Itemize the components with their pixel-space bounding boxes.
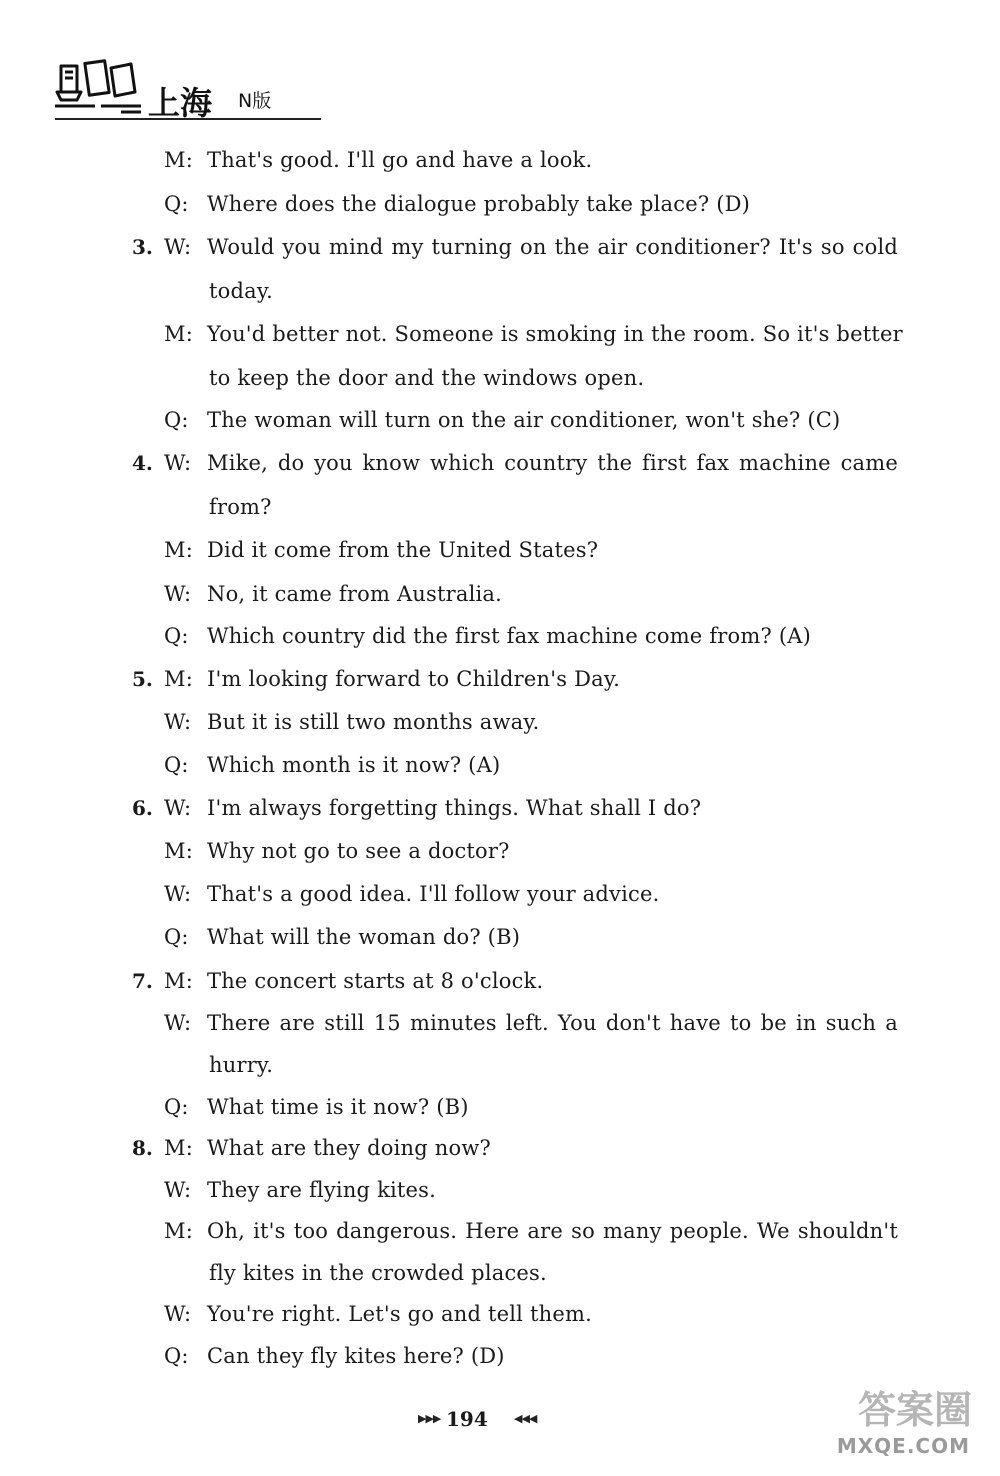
speaker-colon: : — [183, 1302, 192, 1326]
dialogue-text: That's a good idea. I'll follow your advice. — [207, 882, 660, 906]
speaker-colon: : — [183, 235, 192, 259]
dialogue-text: Why not go to see a doctor? — [207, 839, 510, 863]
speaker-letter: M — [164, 839, 186, 863]
speaker-label — [164, 794, 191, 822]
speaker-letter: W — [164, 235, 184, 259]
dialogue-text: today. — [209, 279, 273, 303]
speaker-colon: : — [185, 538, 193, 562]
speaker-letter: W — [164, 451, 184, 475]
speaker-letter: Q — [164, 408, 182, 432]
left-arrows-icon: ▶▶▶ — [418, 1412, 441, 1425]
dialogue-text: They are flying kites. — [207, 1178, 437, 1202]
dialogue-text: What time is it now? (B) — [207, 1095, 469, 1119]
speaker-letter: Q — [164, 1095, 182, 1119]
question-number: 6. — [132, 796, 153, 820]
speaker-letter: M — [164, 322, 186, 346]
speaker-letter: Q — [164, 925, 182, 949]
speaker-label — [164, 320, 193, 348]
dialogue-text: Where does the dialogue probably take place? (D) — [207, 192, 751, 216]
right-arrows-icon: ◀◀◀ — [514, 1412, 537, 1425]
speaker-label — [164, 837, 193, 865]
dialogue-text: The concert starts at 8 o'clock. — [207, 969, 544, 993]
dialogue-text: You'd better not. Someone is smoking in the room. So it's better — [207, 322, 903, 346]
dialogue-text: fly kites in the crowded places. — [209, 1261, 547, 1285]
speaker-colon: : — [181, 624, 189, 648]
speaker-colon: : — [183, 582, 192, 606]
speaker-letter: W — [164, 582, 184, 606]
speaker-label — [164, 146, 193, 174]
speaker-letter: Q — [164, 624, 182, 648]
dialogue-text: I'm always forgetting things. What shall I do? — [207, 796, 702, 820]
speaker-letter: M — [164, 538, 186, 562]
speaker-label — [164, 190, 189, 218]
dialogue-text: Did it come from the United States? — [207, 538, 599, 562]
dialogue-text: What will the woman do? (B) — [207, 925, 521, 949]
dialogue-text: No, it came from Australia. — [207, 582, 503, 606]
speaker-colon: : — [181, 925, 189, 949]
page-number: 194 — [446, 1407, 488, 1431]
dialogue-text: I'm looking forward to Children's Day. — [207, 667, 620, 691]
speaker-colon: : — [185, 148, 193, 172]
question-number: 3. — [132, 235, 153, 259]
speaker-letter: M — [164, 969, 186, 993]
speaker-colon: : — [183, 451, 192, 475]
speaker-colon: : — [183, 710, 192, 734]
speaker-label — [164, 622, 189, 650]
speaker-colon: : — [185, 322, 193, 346]
watermark-site: MXQE.COM — [836, 1434, 970, 1458]
dialogue-text: Which month is it now? (A) — [207, 753, 501, 777]
speaker-label — [164, 1009, 191, 1037]
speaker-label — [164, 708, 191, 736]
speaker-label — [164, 751, 189, 779]
speaker-label — [164, 406, 189, 434]
dialogue-text: That's good. I'll go and have a look. — [207, 148, 593, 172]
speaker-label — [164, 1176, 191, 1204]
speaker-colon: : — [185, 667, 193, 691]
speaker-colon: : — [181, 192, 189, 216]
speaker-letter: W — [164, 796, 184, 820]
speaker-colon: : — [185, 1219, 193, 1243]
speaker-label — [164, 665, 193, 693]
header-divider — [55, 118, 321, 120]
dialogue-text: Which country did the first fax machine come from? (A) — [207, 624, 811, 648]
speaker-colon: : — [183, 1178, 192, 1202]
dialogue-text: But it is still two months away. — [207, 710, 540, 734]
speaker-colon: : — [185, 1136, 193, 1160]
speaker-letter: Q — [164, 192, 182, 216]
speaker-letter: M — [164, 1136, 186, 1160]
dialogue-text: Oh, it's too dangerous. Here are so many people. We shouldn't — [207, 1219, 898, 1243]
edition-label: N版 — [238, 90, 272, 112]
dialogue-text: There are still 15 minutes left. You don't have to be in such a — [207, 1011, 898, 1035]
speaker-colon: : — [185, 839, 193, 863]
speaker-colon: : — [183, 882, 192, 906]
dialogue-text: to keep the door and the windows open. — [209, 366, 645, 390]
book-logo-icon — [55, 58, 145, 120]
speaker-label — [164, 1300, 191, 1328]
speaker-colon: : — [185, 969, 193, 993]
speaker-colon: : — [183, 1011, 192, 1035]
speaker-label — [164, 233, 191, 261]
speaker-letter: M — [164, 1219, 186, 1243]
speaker-label — [164, 536, 193, 564]
speaker-letter: W — [164, 1011, 184, 1035]
dialogue-text: The woman will turn on the air conditioner, won't she? (C) — [207, 408, 841, 432]
speaker-label — [164, 449, 191, 477]
speaker-label — [164, 580, 191, 608]
speaker-letter: M — [164, 667, 186, 691]
speaker-colon: : — [181, 1344, 189, 1368]
speaker-letter: Q — [164, 753, 182, 777]
speaker-label — [164, 1342, 189, 1370]
dialogue-text: What are they doing now? — [207, 1136, 491, 1160]
question-number: 5. — [132, 667, 153, 691]
dialogue-text: Would you mind my turning on the air conditioner? It's so cold — [207, 235, 898, 259]
speaker-colon: : — [181, 408, 189, 432]
speaker-letter: W — [164, 1178, 184, 1202]
speaker-letter: W — [164, 1302, 184, 1326]
speaker-colon: : — [183, 796, 192, 820]
speaker-letter: W — [164, 882, 184, 906]
dialogue-text: from? — [209, 495, 272, 519]
dialogue-text: Mike, do you know which country the first fax machine came — [207, 451, 898, 475]
speaker-label — [164, 923, 189, 951]
speaker-label — [164, 1217, 193, 1245]
speaker-colon: : — [181, 1095, 189, 1119]
question-number: 7. — [132, 969, 153, 993]
dialogue-text: You're right. Let's go and tell them. — [207, 1302, 592, 1326]
speaker-label — [164, 1093, 189, 1121]
question-number: 4. — [132, 451, 153, 475]
watermark-logo: 答案圈 — [857, 1388, 972, 1432]
speaker-label — [164, 1134, 193, 1162]
speaker-letter: Q — [164, 1344, 182, 1368]
question-number: 8. — [132, 1136, 153, 1160]
series-title: 上海 — [148, 84, 213, 122]
dialogue-text: Can they fly kites here? (D) — [207, 1344, 505, 1368]
speaker-label — [164, 967, 193, 995]
dialogue-text: hurry. — [209, 1053, 274, 1077]
speaker-letter: W — [164, 710, 184, 734]
speaker-label — [164, 880, 191, 908]
speaker-letter: M — [164, 148, 186, 172]
speaker-colon: : — [181, 753, 189, 777]
